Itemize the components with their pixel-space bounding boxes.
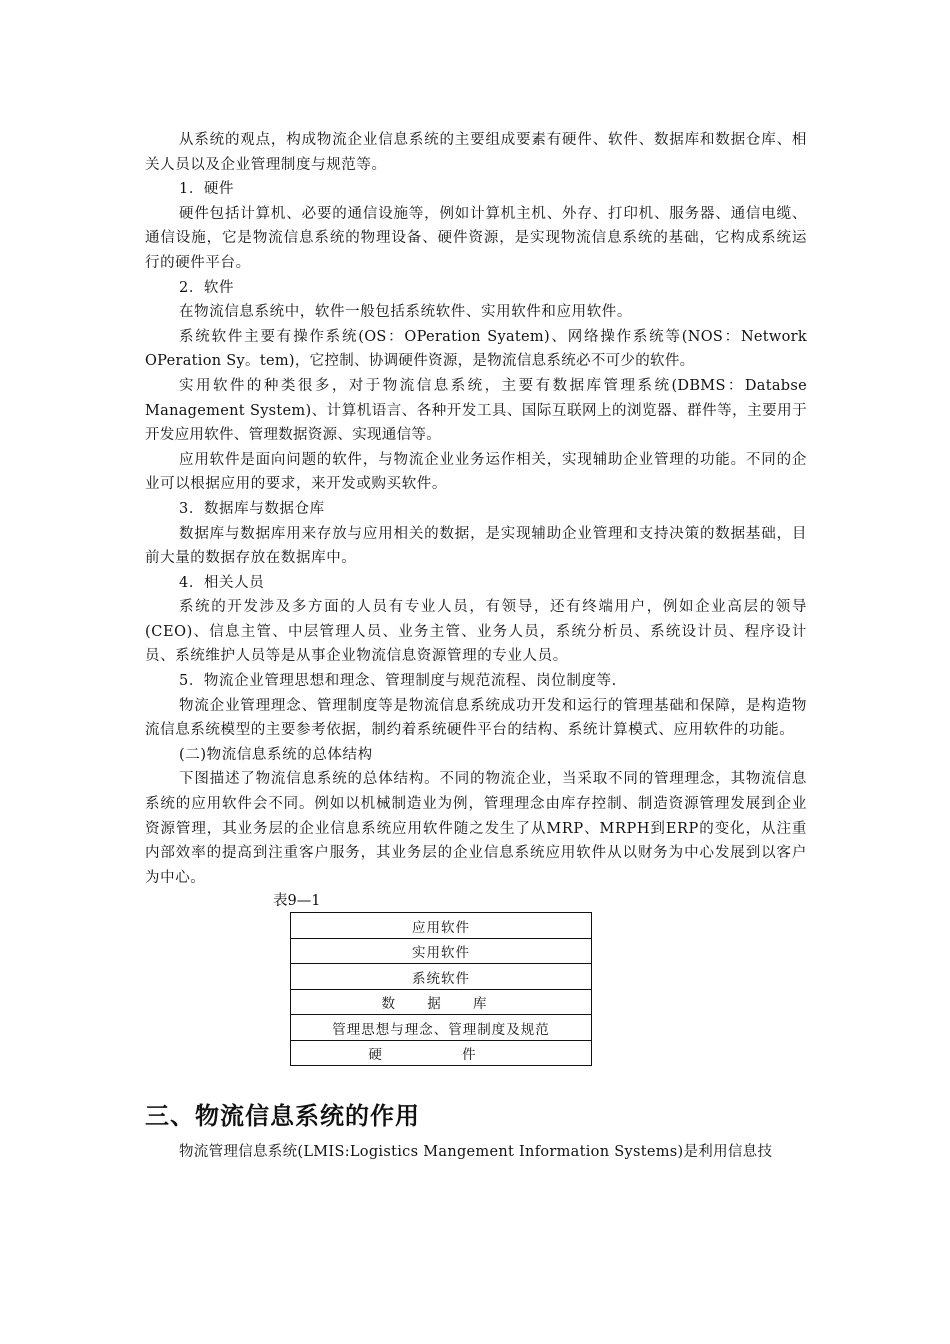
table-cell: 硬 件 bbox=[291, 1040, 592, 1066]
table-cell: 管理思想与理念、管理制度及规范 bbox=[291, 1015, 592, 1041]
subheading-hardware: 1．硬件 bbox=[179, 181, 235, 198]
table-row bbox=[291, 938, 592, 964]
subheading-personnel: 4．相关人员 bbox=[179, 574, 265, 591]
table-row bbox=[291, 1040, 592, 1066]
paragraph: 硬件包括计算机、必要的通信设施等，例如计算机主机、外存、打印机、服务器、通信电缆、通信设施，它是物流信息系统的物理设备、硬件资源，是实现物流信息系统的基础，它构成系统运行的硬件平台。 bbox=[145, 205, 807, 271]
table-row bbox=[291, 1015, 592, 1041]
table-cell: 实用软件 bbox=[291, 938, 592, 964]
paragraph: 下图描述了物流信息系统的总体结构。不同的物流企业，当采取不同的管理理念，其物流信息系统的应用软件会不同。例如以机械制造业为例，管理理念由库存控制、制造资源管理发展到企业资源管理，其业务层的企业信息系统应用软件随之发生了从MRP、MRPH到ERP的变化，从注重内部效率的提高到注重客户服务，其业务层的企业信息系统应用软件从以财务为中心发展到以客户为中心。 bbox=[145, 771, 807, 886]
table-row bbox=[291, 913, 592, 939]
subheading-structure: (二)物流信息系统的总体结构 bbox=[179, 746, 373, 763]
paragraph: 数据库与数据库用来存放与应用相关的数据，是实现辅助企业管理和支持决策的数据基础，目前大量的数据存放在数据库中。 bbox=[145, 525, 807, 567]
table-caption: 表9—1 bbox=[273, 893, 321, 910]
table-cell: 系统软件 bbox=[291, 964, 592, 990]
paragraph: 系统软件主要有操作系统(OS：OPeration Syatem)、网络操作系统等(NOS：Network OPeration Sy。tem)，它控制、协调硬件资源，是物流信息系统必不可少的软件。 bbox=[145, 328, 807, 370]
paragraph: 系统的开发涉及多方面的人员有专业人员，有领导，还有终端用户，例如企业高层的领导(CEO)、信息主管、中层管理人员、业务主管、业务人员，系统分析员、系统设计员、程序设计员、系统维护人员等是从事企业物流信息资源管理的专业人员。 bbox=[145, 599, 807, 665]
table-row bbox=[291, 989, 592, 1015]
architecture-table bbox=[290, 912, 592, 1066]
table-row bbox=[291, 964, 592, 990]
paragraph: 在物流信息系统中，软件一般包括系统软件、实用软件和应用软件。 bbox=[179, 304, 632, 321]
section-heading: 三、物流信息系统的作用 bbox=[145, 1102, 420, 1131]
paragraph: 实用软件的种类很多，对于物流信息系统，主要有数据库管理系统(DBMS：Databse Management System)、计算机语言、各种开发工具、国际互联网上的浏览器、群件等，主要用于开发应用软件、管理数据资源、实现通信等。 bbox=[145, 377, 807, 444]
paragraph: 应用软件是面向问题的软件，与物流企业业务运作相关，实现辅助企业管理的功能。不同的企业可以根据应用的要求，来开发或购买软件。 bbox=[145, 451, 807, 493]
document-body bbox=[145, 128, 807, 1165]
paragraph: 物流管理信息系统(LMIS:Logistics Mangement Information Systems)是利用信息技 bbox=[179, 1144, 773, 1161]
table-cell: 数 据 库 bbox=[291, 989, 592, 1015]
table-cell: 应用软件 bbox=[291, 913, 592, 939]
subheading-management: 5．物流企业管理思想和理念、管理制度与规范流程、岗位制度等. bbox=[179, 673, 617, 690]
paragraph: 物流企业管理理念、管理制度等是物流信息系统成功开发和运行的管理基础和保障，是构造物流信息系统模型的主要参考依据，制约着系统硬件平台的结构、系统计算模式、应用软件的功能。 bbox=[145, 697, 807, 739]
subheading-database: 3．数据库与数据仓库 bbox=[179, 500, 325, 517]
paragraph: 从系统的观点，构成物流企业信息系统的主要组成要素有硬件、软件、数据库和数据仓库、相关人员以及企业管理制度与规范等。 bbox=[145, 132, 807, 173]
subheading-software: 2．软件 bbox=[179, 279, 235, 296]
